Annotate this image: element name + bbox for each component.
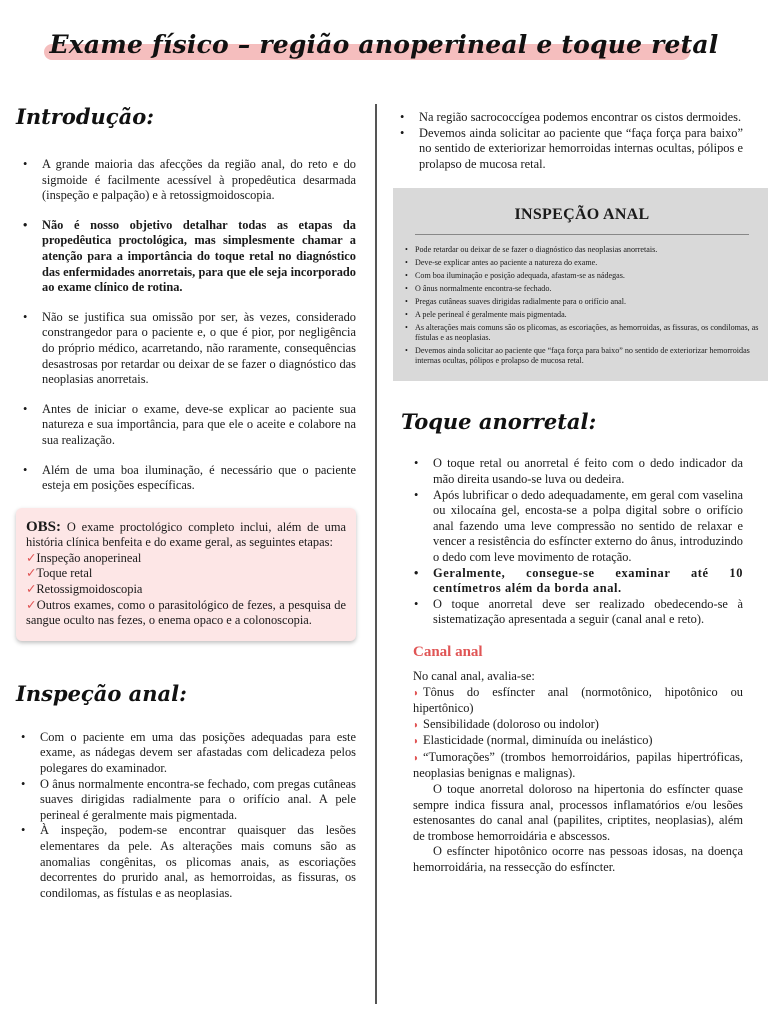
list-item: [405, 310, 759, 320]
list-item: [23, 462, 356, 494]
obs-text: O exame proctológico completo inclui, além de uma história clínica benfeita e do exame geral, as seguintes etapas:: [26, 519, 346, 550]
inspecao-item-text: À inspeção, podem-se encontrar quaisquer das lesões elementares da pele. As alterações mais comuns são as anomalias congênitas, os plicomas anais, as escoriações decorrentes do prurido anal, as hemorroidas, as fissuras, os condilomas, as fístulas e as neoplasias.: [40, 823, 356, 900]
canal-item-text: “Tumorações” (trombos hemorroidários, papilas hipertróficas, neoplasias benignas e malignas).: [413, 749, 743, 781]
bullet-icon: •: [21, 823, 26, 838]
bullet-icon: •: [23, 462, 28, 477]
summary-box: [393, 188, 768, 381]
bullet-icon: •: [21, 776, 26, 791]
bullet-icon: •: [400, 125, 405, 140]
list-item: [414, 565, 743, 597]
list-item: [21, 823, 356, 901]
right-column: [393, 110, 759, 876]
canal-paragraph: O esfíncter hipotônico ocorre nas pessoas idosas, na doença hemorroidária, na ressecção do esfíncter.: [413, 844, 743, 875]
bullet-icon: •: [405, 258, 408, 268]
list-item: [23, 157, 356, 204]
list-item: [21, 729, 356, 777]
bullet-icon: •: [405, 245, 408, 255]
canal-heading: Canal anal: [413, 643, 483, 660]
summary-item-text: As alterações mais comuns são os plicomas, as escoriações, as hemorroidas, as fissuras, os condilomas, as fístulas e as neoplasias.: [415, 323, 759, 343]
arrow-icon: ◗: [413, 687, 420, 699]
list-item: [405, 258, 759, 268]
checklist-item: [26, 582, 346, 598]
summary-item-text: A pele perineal é geralmente mais pigmentada.: [415, 310, 567, 320]
intro-item-text: Não é nosso objetivo detalhar todas as etapas da propedêutica proctológica, mas simplesmente chamar a atenção para a importância do toque retal no diagnóstico das enfermidades anorretais, para que ele seja incorporado ao exame clínico de rotina.: [42, 217, 356, 295]
summary-item-text: Com boa iluminação e posição adequada, afastam-se as nádegas.: [415, 271, 625, 281]
canal-item-text: Sensibilidade (doloroso ou indolor): [423, 716, 599, 731]
summary-box-list: [405, 245, 759, 366]
bullet-icon: •: [414, 565, 419, 580]
summary-item-text: Pode retardar ou deixar de se fazer o diagnóstico das neoplasias anorretais.: [415, 245, 658, 255]
checklist-item: [26, 598, 346, 629]
column-divider: [375, 104, 377, 1004]
canal-item-text: Tônus do esfíncter anal (normotônico, hipotônico ou hipertônico): [413, 684, 743, 716]
bullet-icon: •: [23, 157, 28, 171]
intro-list: [16, 157, 356, 494]
intro-item-text: Além de uma boa iluminação, é necessário que o paciente esteja em posições específicas.: [42, 462, 356, 493]
summary-item-text: Deve-se explicar antes ao paciente a natureza do exame.: [415, 258, 598, 268]
checklist-item: [26, 551, 346, 567]
checklist-text: Inspeção anoperineal: [36, 550, 142, 565]
list-item: [414, 487, 743, 566]
list-item: [405, 346, 759, 366]
inspecao-heading: Inspeção anal:: [16, 680, 187, 706]
bullet-icon: •: [414, 456, 419, 471]
inspecao-item-text: Com o paciente em uma das posições adequadas para este exame, as nádegas devem ser afastadas com delicadeza pelos polegares do examinador.: [40, 729, 356, 776]
canal-item: [413, 733, 743, 750]
toque-list: [393, 456, 743, 628]
summary-item-text: Devemos ainda solicitar ao paciente que “faça força para baixo” no sentido de exteriorizar hemorroidas internas ocultas, pólipos e prolapso de mucosa retal.: [415, 346, 750, 366]
intro-item-text: A grande maioria das afecções da região anal, do reto e do sigmoide é facilmente acessível à propedêutica desarmada (inspeção e palpação) e à retossigmoidoscopia.: [42, 157, 356, 203]
toque-heading: Toque anorretal:: [401, 409, 597, 435]
checklist-text: Outros exames, como o parasitológico de fezes, a pesquisa de sangue oculto nas fezes, o enema opaco e a colonoscopia.: [26, 597, 346, 628]
bullet-icon: •: [405, 271, 408, 281]
toque-item-text: Após lubrificar o dedo adequadamente, em geral com vaselina ou xilocaína gel, encosta-se a polpa digital sobre o orifício anal fazendo uma leve compressão no sentido de relaxar e vencer a resistência do esfíncter externo do ânus, introduzindo o dedo com leve movimento de rotação.: [433, 487, 743, 564]
list-item: [23, 309, 356, 388]
list-item: [405, 271, 759, 281]
toque-item-text: Geralmente, consegue-se examinar até 10 centímetros além da borda anal.: [433, 565, 743, 596]
inspecao-item-text: O ânus normalmente encontra-se fechado, com pregas cutâneas suaves dirigidas radialmente para o orifício anal. A pele perineal é geralmente mais pigmentada.: [40, 776, 356, 822]
toque-item-text: O toque retal ou anorretal é feito com o dedo indicador da mão direita usando-se luva ou dedeira.: [433, 456, 743, 486]
arrow-icon: ◗: [413, 752, 420, 764]
checklist-item: [26, 566, 346, 582]
right-top-item-text: Na região sacrococcígea podemos encontrar os cistos dermoides.: [419, 110, 742, 124]
title-area: [0, 30, 768, 70]
canal-item-text: Elasticidade (normal, diminuída ou inelástico): [423, 733, 653, 748]
arrow-icon: ◗: [413, 719, 420, 731]
bullet-icon: •: [405, 284, 408, 294]
bullet-icon: •: [414, 596, 419, 611]
checklist-text: Toque retal: [36, 566, 93, 581]
list-item: [23, 217, 356, 296]
bullet-icon: •: [405, 323, 408, 333]
list-item: [23, 401, 356, 449]
toque-item-text: O toque anorretal deve ser realizado obedecendo-se à sistematização apresentada a seguir (canal anal e reto).: [433, 596, 743, 627]
check-icon: ✓: [26, 597, 37, 612]
list-item: [21, 776, 356, 824]
list-item: [405, 245, 759, 255]
bullet-icon: •: [405, 297, 408, 307]
list-item: [400, 125, 743, 173]
check-icon: ✓: [26, 566, 37, 581]
canal-item: [413, 717, 743, 734]
left-column: [16, 104, 356, 901]
bullet-icon: •: [405, 346, 408, 356]
bullet-icon: •: [21, 729, 26, 744]
list-item: [414, 596, 743, 628]
intro-item-text: Antes de iniciar o exame, deve-se explicar ao paciente sua natureza e sua importância, para que ele o aceite e colabore na sua realização.: [42, 401, 356, 447]
check-icon: ✓: [26, 582, 37, 597]
arrow-icon: ◗: [413, 736, 420, 748]
inspecao-list: [16, 730, 356, 902]
bullet-icon: •: [23, 309, 28, 324]
right-top-item-text: Devemos ainda solicitar ao paciente que “faça força para baixo” no sentido de exteriorizar hemorroidas internas ocultas, pólipos e prolapso de mucosa retal.: [419, 125, 743, 171]
bullet-icon: •: [414, 487, 419, 502]
summary-box-title: INSPEÇÃO ANAL: [415, 206, 749, 235]
check-icon: ✓: [26, 550, 37, 565]
obs-label: OBS:: [26, 518, 62, 535]
canal-intro: No canal anal, avalia-se:: [413, 668, 535, 683]
bullet-icon: •: [23, 217, 28, 232]
summary-item-text: O ânus normalmente encontra-se fechado.: [415, 284, 552, 294]
obs-box: [16, 508, 356, 641]
list-item: [405, 284, 759, 294]
bullet-icon: •: [23, 401, 28, 416]
list-item: [405, 323, 759, 343]
canal-item: [413, 685, 743, 717]
list-item: [400, 110, 743, 126]
canal-item: [413, 750, 743, 782]
intro-item-text: Não se justifica sua omissão por ser, às vezes, considerado constrangedor para o paciente e, o que é pior, por negligência do próprio médico, acarretando, não raramente, consequências desastrosas por retardar ou deixar de se fazer o diagnóstico das neoplasias anorretais.: [42, 309, 356, 387]
list-item: [405, 297, 759, 307]
canal-body: [413, 669, 743, 876]
checklist-text: Retossigmoidoscopia: [36, 582, 143, 597]
list-item: [414, 456, 743, 487]
bullet-icon: •: [405, 310, 408, 320]
intro-heading: Introdução:: [16, 104, 154, 129]
right-top-list: [393, 110, 743, 172]
bullet-icon: •: [400, 110, 405, 124]
canal-paragraph: O toque anorretal doloroso na hipertonia do esfíncter quase sempre indica fissura anal, processos inflamatórios e/ou lesões estenosantes do canal anal (papilites, criptites, neoplasias), além de trombose hemorroidária e abscessos.: [413, 782, 743, 843]
summary-item-text: Pregas cutâneas suaves dirigidas radialmente para o orifício anal.: [415, 297, 627, 307]
page-title: Exame físico – região anoperineal e toque retal: [49, 30, 719, 59]
